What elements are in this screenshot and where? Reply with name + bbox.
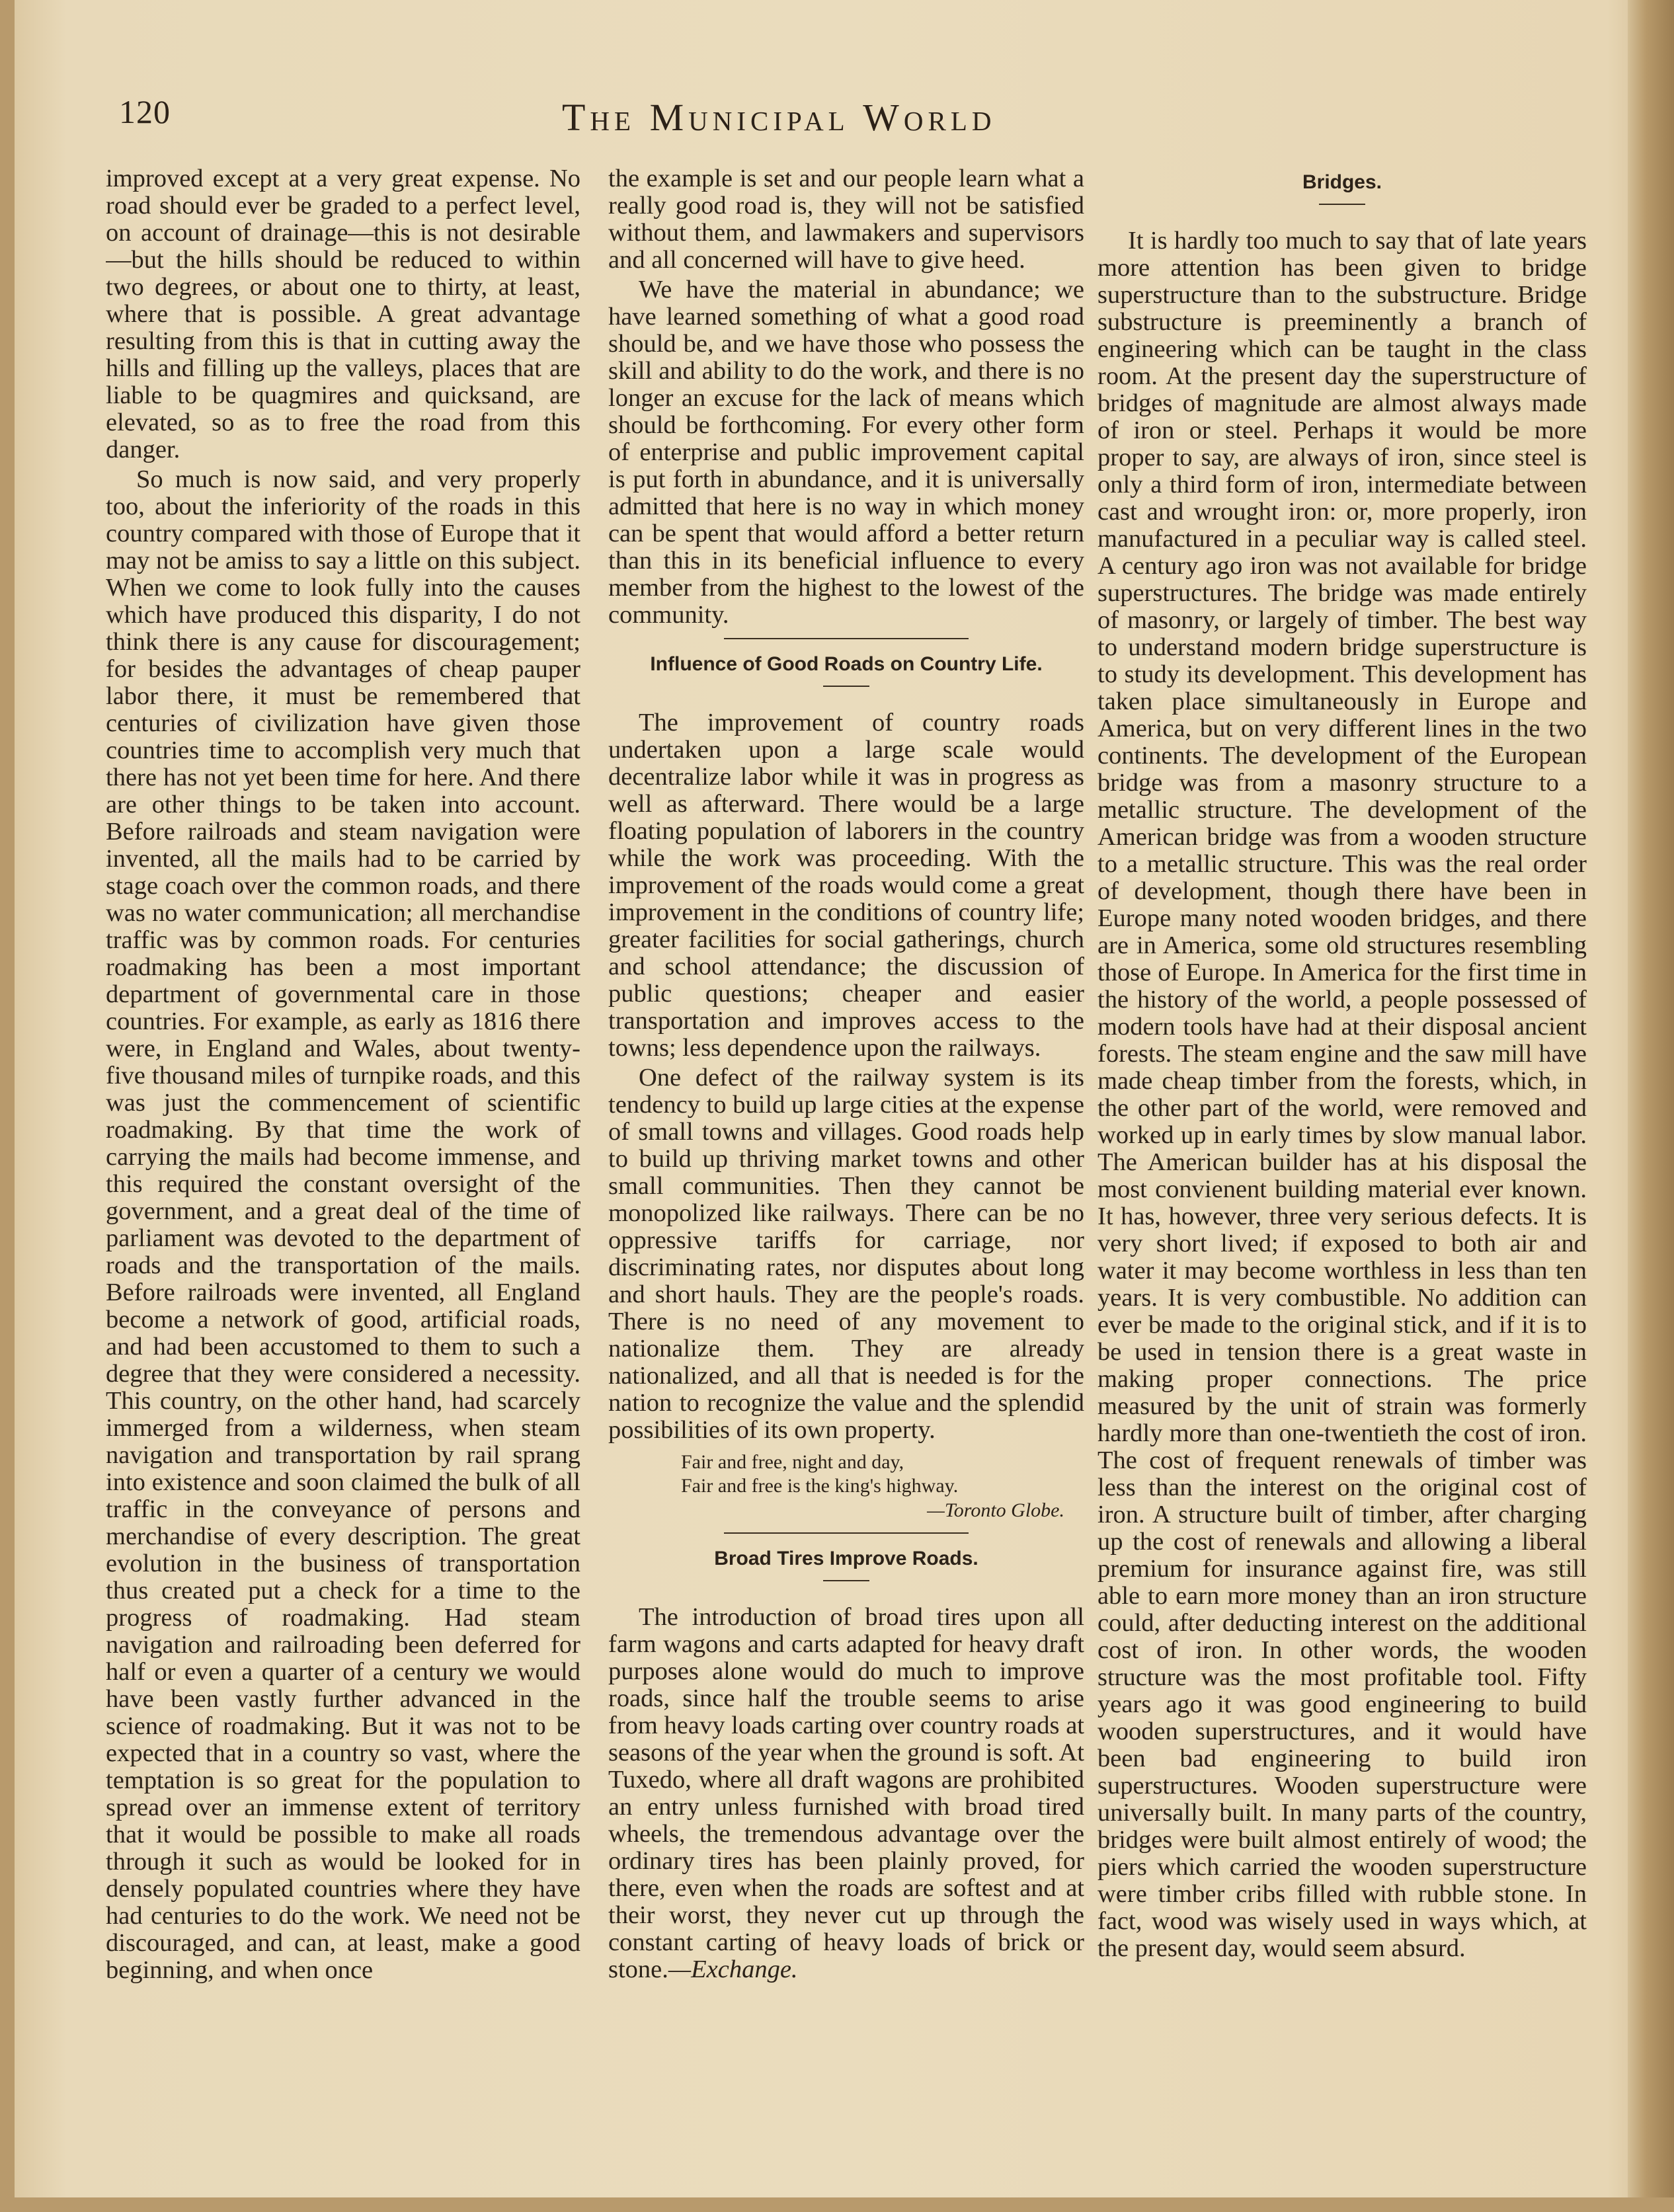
source-credit: —Exchange.: [668, 1955, 798, 1983]
column-3: [1097, 165, 1587, 2162]
page-header: [112, 93, 1620, 145]
heading-rule: [823, 686, 869, 687]
paragraph: One defect of the railway system is its tendency to build up large cities at the expense of small towns and villages. Good roads help to build up thriving market towns and other small communities. Then they cannot be monopolized like railways. There can be no oppressive tariffs for carriage, nor discriminating rates, nor disputes about long and short hauls. They are the people's roads. There is no need of any movement to nationalize them. They are already nationalized, and all that is needed is for the nation to recognize the value and the splendid possibilities of its own property.: [608, 1064, 1084, 1444]
column-2: [608, 165, 1084, 2162]
page-edge-right: [1628, 0, 1674, 2212]
paragraph: [608, 1604, 1084, 1983]
paragraph: So much is now said, and very properly too, about the inferiority of the roads in this country compared with those of Europe that it may not be amiss to say a little on this subject. When we come to look fully into the causes which have produced this disparity, I do not think there is any cause for discouragement; for besides the advantages of cheap pauper labor there, it must be remembered that centuries of civilization have given those countries time to accomplish very much that there has not yet been time for here. And there are other things to be taken into account. Before railroads and steam navigation were invented, all the mails had to be carried by stage coach over the common roads, and there was no water communication; all merchandise traffic was by common roads. For centuries roadmaking has been a most important department of governmental care in those countries. For example, as early as 1816 there were, in England and Wales, about twenty-five thousand miles of turnpike roads, and this was just the commencement of scientific roadmaking. By that time the work of carrying the mails had become immense, and this required the constant oversight of the government, and a great deal of the time of parliament was devoted to the department of roads and the transportation of the mails. Before railroads were invented, all England become a network of good, artificial roads, and had been accustomed to them to such a degree that they were considered a necessity. This country, on the other hand, had scarcely immerged from a wilderness, when steam navigation and transportation by rail sprang into existence and soon claimed the bulk of all traffic in the conveyance of persons and merchandise of every description. The great evolution in the business of transportation thus created put a check for a time to the progress of roadmaking. Had steam navigation and railroading been deferred for half or even a quarter of a century we would have been vastly further advanced in the science of roadmaking. But it was not to be expected that in a country so vast, where the temptation is so great for the population to spread over an immense extent of territory that it would be possible to make all roads through it such as would be looked for in densely populated countries where they have had centuries to do the work. We need not be discouraged, and can, at least, make a good beginning, and when once: [106, 465, 580, 1984]
section-divider: [724, 638, 969, 639]
paragraph: It is hardly too much to say that of late years more attention has been given to bridge superstructure than to the substructure. Bridge substructure is preeminently a branch of engineering which can be taught in the class room. At the present day the superstructure of bridges of magnitude are almost always made of iron or steel. Perhaps it would be more proper to say, are always of iron, since steel is only a third form of iron, intermediate between cast and wrought iron: or, more properly, iron manufactured in a peculiar way is called steel. A century ago iron was not available for bridge superstructures. The bridge was made entirely of masonry, or largely of timber. The best way to understand modern bridge superstructure is to study its development. This development has taken place simultaneously in Europe and America, but on very different lines in the two continents. The development of the European bridge was from a masonry structure to a metallic structure. The development of the American bridge was from a wooden structure to a metallic structure. This was the real order of development, though there have been in Europe many noted wooden bridges, and there are in America, some old structures resembling those of Europe. In America for the first time in the history of the world, a people possessed of modern tools have had at their disposal ancient forests. The steam engine and the saw mill have made cheap timber from the forests, which, in the other part of the world, were removed and worked up in early times by slow manual labor. The American builder has at his disposal the most convienent building material ever known. It has, however, three very serious defects. It is very short lived; if exposed to both air and water it may become worthless in less than ten years. It is very combustible. No addition can ever be made to the original stick, and if it is to be used in tension there is a great waste in making proper connections. The price measured by the unit of strain was formerly hardly more than one-twentieth the cost of iron. The cost of frequent renewals of timber was less than the interest on the original cost of iron. A structure built of timber, after charging up the cost of renewals and allowing a liberal premium for insurance against fire, was still able to earn more money than an iron structure could, after deducting interest on the additional cost of iron. In other words, the wooden structure was the most profitable tool. Fifty years ago it was good engineering to build wooden superstructures, and it would have been bad engineering to build iron superstructures. Wooden superstructure were universally built. In many parts of the country, bridges were built almost entirely of wood; the piers which carried the wooden superstructure were timber cribs filled with rubble stone. In fact, wood was wisely used in ways which, at the present day, would seem absurd.: [1097, 227, 1587, 1962]
section-heading-bridges: Bridges.: [1302, 171, 1382, 193]
page-edge-bottom: [0, 2197, 1674, 2212]
heading-rule: [1319, 204, 1365, 205]
attribution: —Toronto Globe.: [927, 1499, 1064, 1521]
paragraph-text: The introduction of broad tires upon all farm wagons and carts adapted for heavy draft purposes alone would do much to improve roads, since half the trouble seems to arise from heavy loads carting over country roads at seasons of the year when the ground is soft. At Tuxedo, where all draft wagons are prohibited an entry unless furnished with broad tired wheels, the tremendous advantage over the ordinary tires has been plainly proved, for there, even when the roads are softest and at their worst, they never cut up through the constant carting of heavy loads of brick or stone.: [608, 1603, 1084, 1983]
column-1: [106, 165, 580, 2162]
paragraph: the example is set and our people learn what a really good road is, they will not be satisfied without them, and lawmakers and supervisors and all concerned will have to give heed.: [608, 165, 1084, 274]
paragraph: improved except at a very great expense. No road should ever be graded to a perfect level, on account of drainage—this is not desirable—but the hills should be reduced to within two degrees, or about one to thirty, at least, where that is possible. A great advantage resulting from this is that in cutting away the hills and filling up the valleys, places that are liable to be quagmires and quicksand, are elevated, so as to free the road from this danger.: [106, 165, 580, 463]
paragraph: We have the material in abundance; we have learned something of what a good road should be, and we have those who possess the skill and ability to do the work, and there is no longer an excuse for the lack of means which should be forthcoming. For every other form of enterprise and public improvement capital is put forth in abundance, and it is universally admitted that here is no way in which money can be spent that would afford a better return than this in its beneficial influence to every member from the highest to the lowest of the community.: [608, 276, 1084, 629]
quoted-verse: [681, 1450, 1084, 1498]
section-heading-broad-tires: Broad Tires Improve Roads.: [714, 1548, 978, 1569]
page-edge-left: [0, 0, 15, 2212]
section-divider: [724, 1532, 969, 1534]
paragraph: The improvement of country roads undertaken upon a large scale would decentralize labor while it was in progress as well as afterward. There would be a large floating population of laborers in the country while the work was proceeding. With the improvement of the roads would come a great improvement in the conditions of country life; greater facilities for social gatherings, church and school attendance; the discussion of public questions; cheaper and easier transportation and improves access to the towns; less dependence upon the railways.: [608, 709, 1084, 1062]
section-heading-country-life: Influence of Good Roads on Country Life.: [650, 653, 1043, 675]
verse-line: Fair and free, night and day,: [681, 1451, 904, 1473]
publication-title: The Municipal World: [562, 96, 996, 139]
heading-rule: [823, 1580, 869, 1581]
page-number: 120: [119, 93, 171, 130]
verse-line: Fair and free is the king's highway.: [681, 1475, 959, 1497]
